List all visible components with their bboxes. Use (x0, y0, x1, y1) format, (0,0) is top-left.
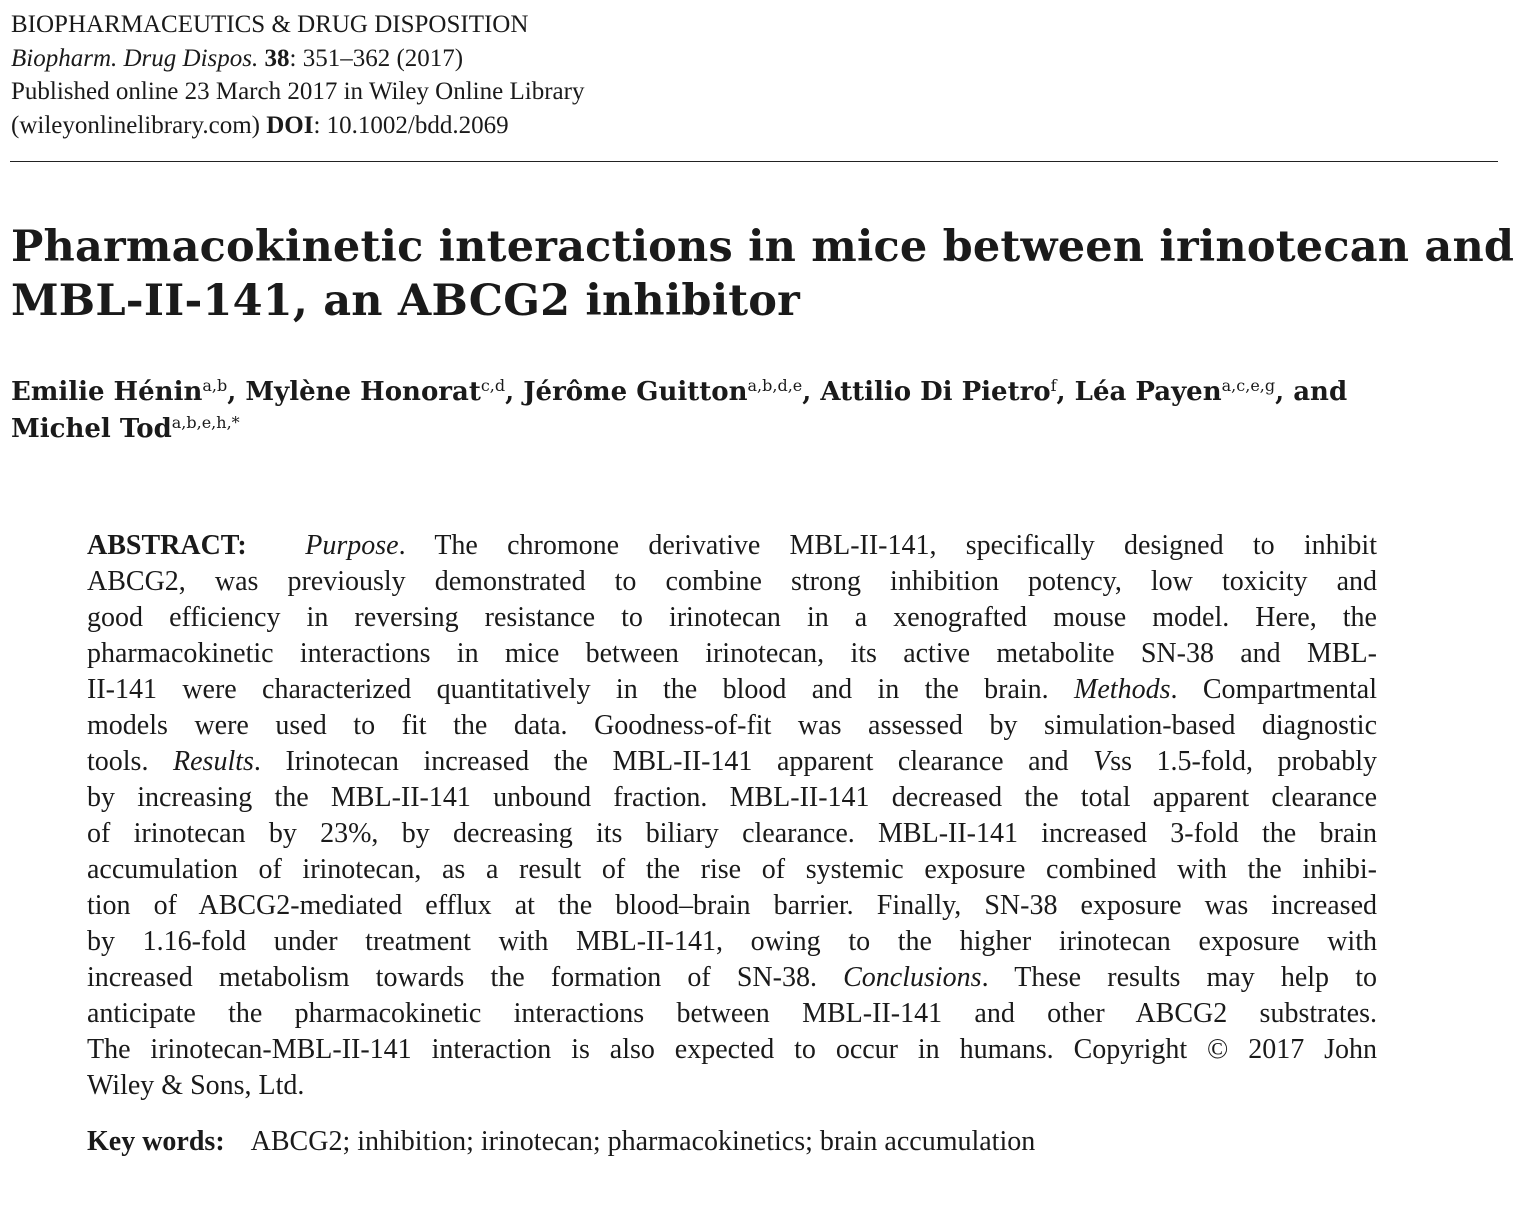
title-line-1: Pharmacokinetic interactions in mice between irinotecan and (11, 222, 1515, 272)
author-name: Mylène Honorat (245, 377, 481, 407)
abstract-text: . Compartmental (1170, 674, 1377, 705)
author-name: Attilio Di Pietro (820, 377, 1051, 407)
abstract-line: by increasing the MBL-II-141 unbound fraction. MBL-II-141 decreased the total apparent clearance (87, 782, 1377, 813)
abstract-line (87, 960, 1377, 996)
title-line-2: MBL-II-141, an ABCG2 inhibitor (11, 276, 801, 326)
author-separator: , (802, 377, 821, 407)
doi-value: : 10.1002/bdd.2069 (313, 111, 509, 139)
author-affiliation: a,b (202, 376, 228, 395)
methods-label: Methods (1074, 674, 1171, 705)
abstract-line: models were used to fit the data. Goodness-of-fit was assessed by simulation-based diagnostic (87, 710, 1377, 741)
author-separator: , (1056, 377, 1075, 407)
abstract-label: ABSTRACT: (87, 530, 247, 561)
author-affiliation: a,b,d,e (747, 376, 803, 395)
abstract-line: Wiley & Sons, Ltd. (87, 1070, 305, 1101)
abstract-line: ABCG2, was previously demonstrated to combine strong inhibition potency, low toxicity and (87, 566, 1377, 597)
keywords (87, 1124, 1035, 1160)
author-affiliation: f (1050, 376, 1057, 395)
journal-masthead (11, 8, 584, 142)
abstract-line: good efficiency in reversing resistance to irinotecan in a xenografted mouse model. Here, the (87, 602, 1377, 633)
header-divider (10, 161, 1498, 162)
author-name: Emilie Hénin (11, 377, 203, 407)
journal-citation (11, 42, 584, 76)
keywords-value: ABCG2; inhibition; irinotecan; pharmacokinetics; brain accumulation (250, 1126, 1036, 1157)
article-title (11, 220, 1515, 328)
abstract-line: The irinotecan-MBL-II-141 interaction is also expected to occur in humans. Copyright © 2017 John (87, 1034, 1377, 1065)
journal-name: BIOPHARMACEUTICS & DRUG DISPOSITION (11, 11, 529, 38)
abstract-text: . Irinotecan increased the MBL-II-141 apparent clearance and (253, 746, 1069, 777)
site-url: (wileyonlinelibrary.com) (11, 111, 260, 139)
keywords-label: Key words: (87, 1126, 225, 1157)
vss-symbol: V (1093, 746, 1111, 777)
abstract-line: of irinotecan by 23%, by decreasing its biliary clearance. MBL-II-141 increased 3-fold the brain (87, 818, 1377, 849)
author-affiliation: c,d (480, 376, 506, 395)
author-list (11, 374, 1511, 448)
abstract-line: by 1.16-fold under treatment with MBL-II-141, owing to the higher irinotecan exposure with (87, 926, 1377, 957)
doi-label: DOI (266, 111, 314, 139)
abstract-text: increased metabolism towards the formation of SN-38. (87, 962, 817, 993)
author-name: Léa Payen (1074, 377, 1222, 407)
author-line-2 (11, 411, 1511, 448)
abstract-line: tion of ABCG2-mediated efflux at the blood–brain barrier. Finally, SN-38 exposure was increased (87, 890, 1377, 921)
abstract-line (87, 672, 1377, 708)
abstract-line (87, 528, 1377, 564)
abstract (87, 528, 1377, 1104)
abstract-text: tools. (87, 746, 149, 777)
doi-line (11, 109, 584, 143)
journal-abbrev: Biopharm. Drug Dispos. (11, 44, 259, 72)
abstract-line: pharmacokinetic interactions in mice between irinotecan, its active metabolite SN-38 and MBL- (87, 638, 1377, 669)
author-separator: , (227, 377, 246, 407)
abstract-line: accumulation of irinotecan, as a result of the rise of systemic exposure combined with the inhibi- (87, 854, 1377, 885)
conclusions-label: Conclusions (843, 962, 982, 993)
abstract-text: II-141 were characterized quantitatively in the blood and in the brain. (87, 674, 1049, 705)
purpose-label: Purpose (305, 530, 399, 561)
abstract-text: ss 1.5-fold, probably (1110, 746, 1378, 777)
author-affiliation: a,b,e,h,* (171, 413, 240, 432)
author-line-1 (11, 374, 1511, 411)
author-name: Michel Tod (11, 414, 172, 444)
author-affiliation: a,c,e,g (1221, 376, 1276, 395)
abstract-text: . The chromone derivative MBL-II-141, specifically designed to inhibit (398, 530, 1377, 561)
published-line: Published online 23 March 2017 in Wiley Online Library (11, 78, 585, 105)
abstract-line: anticipate the pharmacokinetic interactions between MBL-II-141 and other ABCG2 substrates. (87, 998, 1377, 1029)
journal-volume: 38 (264, 44, 290, 72)
abstract-line (87, 744, 1377, 780)
author-separator: , and (1275, 377, 1348, 407)
abstract-text: . These results may help to (981, 962, 1377, 993)
author-separator: , (505, 377, 524, 407)
journal-pages-year: : 351–362 (2017) (289, 44, 464, 72)
results-label: Results (173, 746, 254, 777)
author-name: Jérôme Guitton (523, 377, 748, 407)
